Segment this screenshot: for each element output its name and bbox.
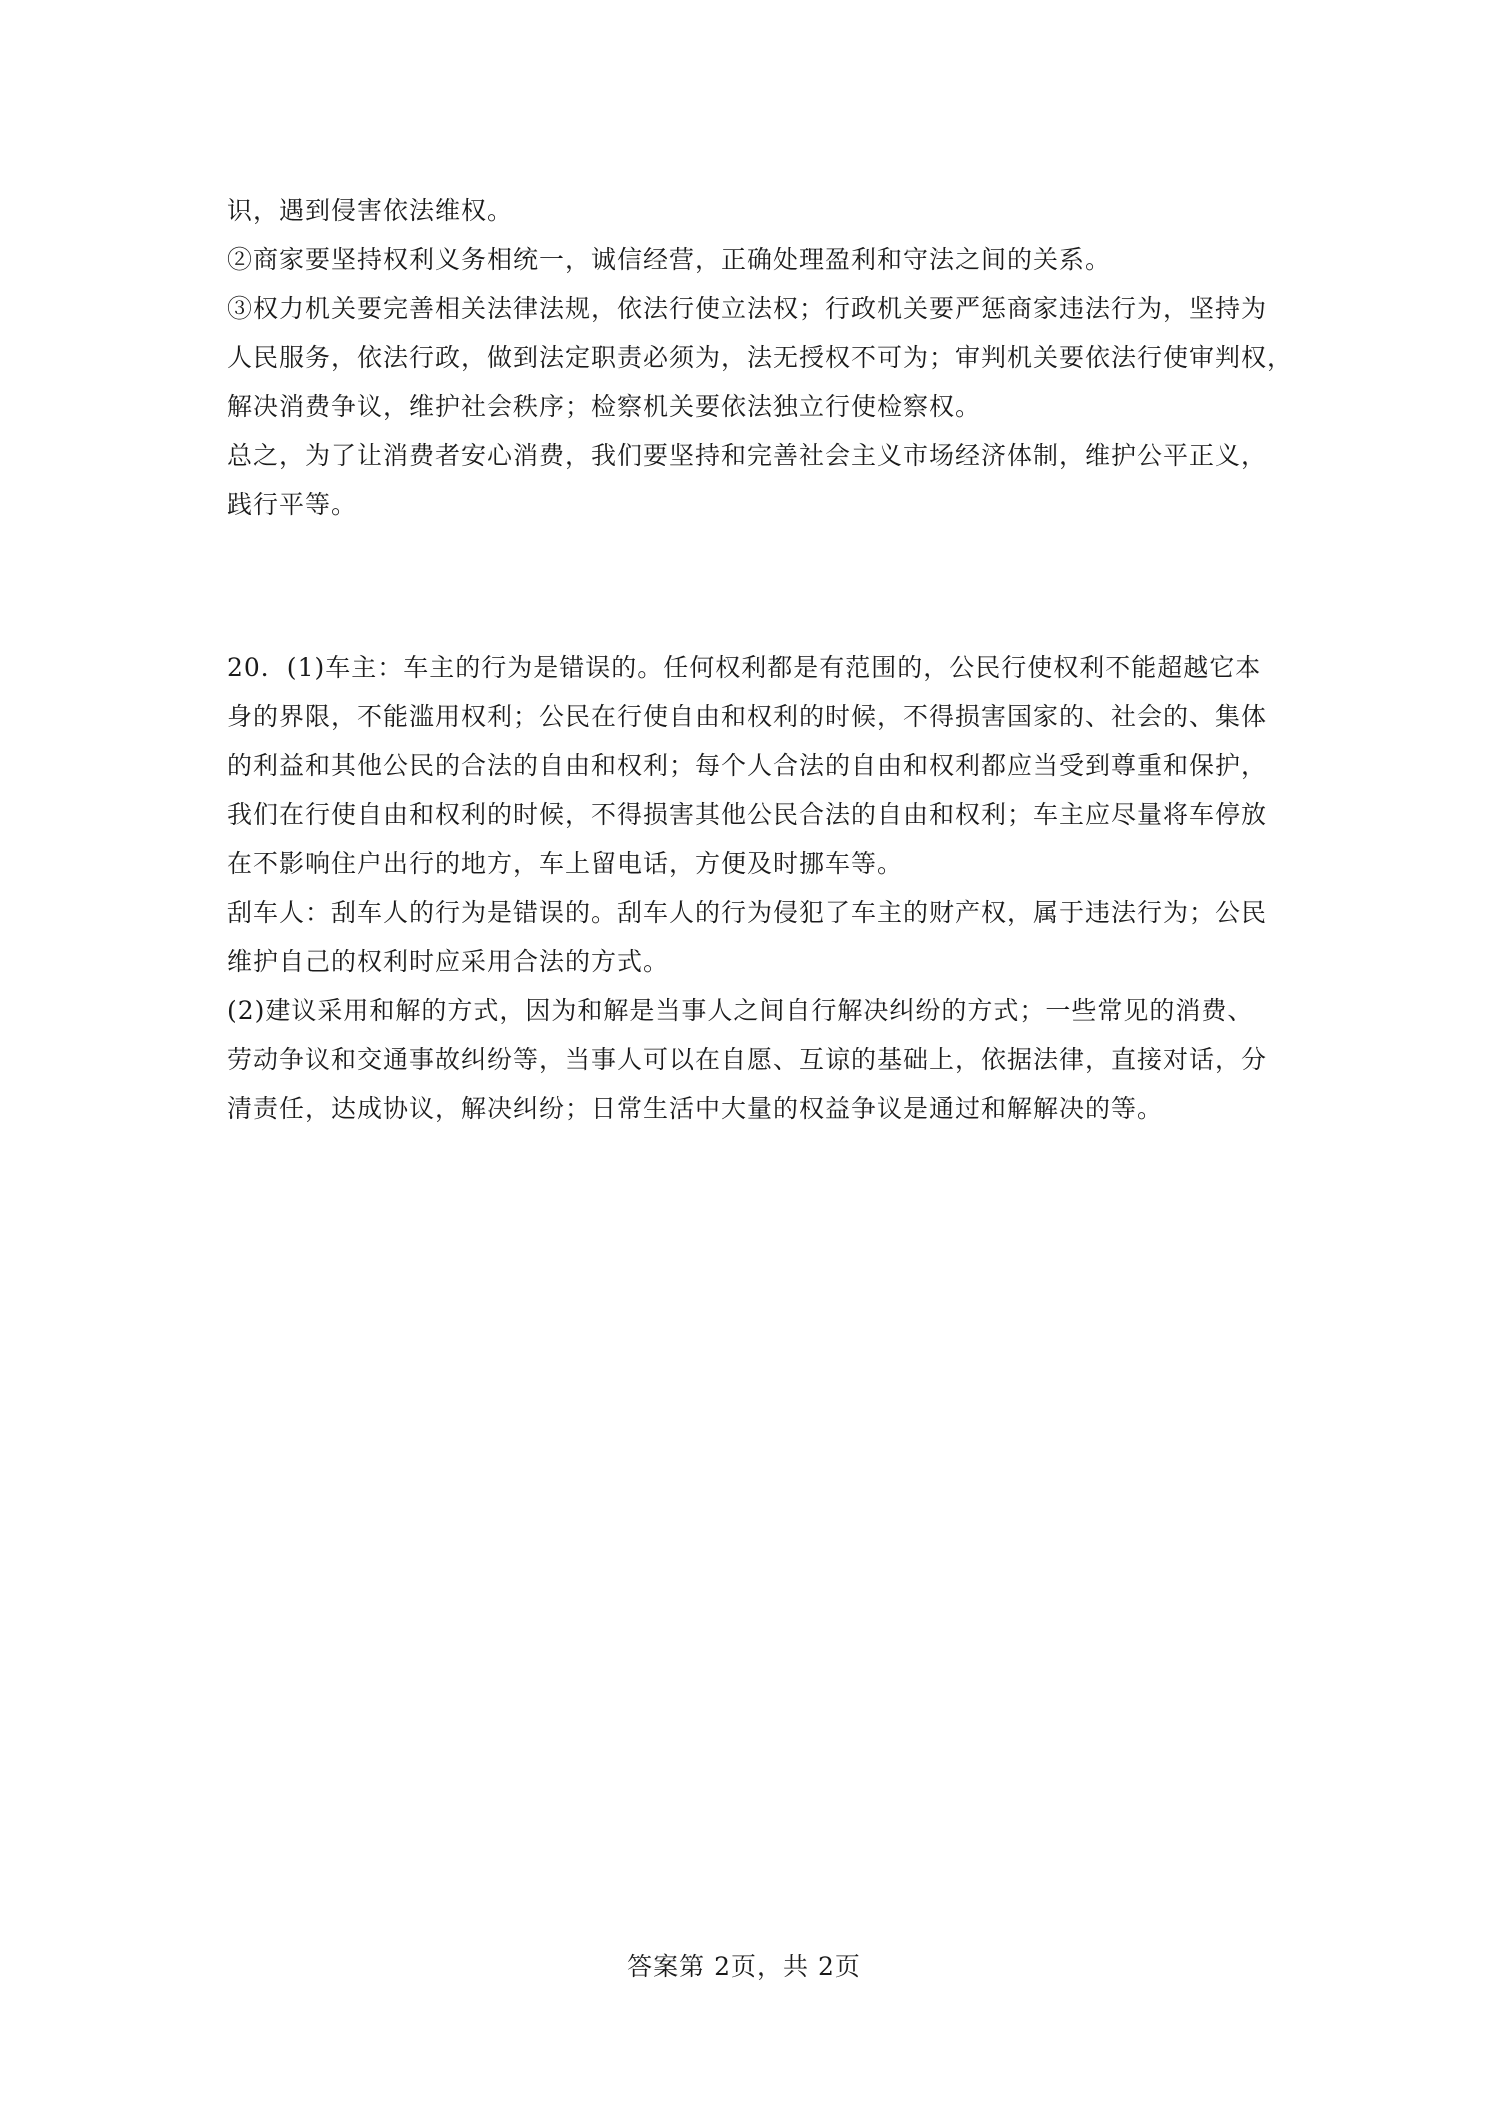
text-line: 践行平等。 — [227, 490, 358, 519]
text-line: 解决消费争议，维护社会秩序；检察机关要依法独立行使检察权。 — [227, 392, 982, 421]
text-line: 身的界限，不能滥用权利；公民在行使自由和权利的时候，不得损害国家的、社会的、集体 — [227, 702, 1268, 731]
text-line: 清责任，达成协议，解决纠纷；日常生活中大量的权益争议是通过和解解决的等。 — [227, 1094, 1164, 1123]
answer-20 — [227, 643, 1267, 1133]
text-line: 20．(1)车主：车主的行为是错误的。任何权利都是有范围的，公民行使权利不能超越它本 — [227, 653, 1262, 682]
text-line: 我们在行使自由和权利的时候，不得损害其他公民合法的自由和权利；车主应尽量将车停放 — [227, 800, 1268, 829]
text-line: ③权力机关要完善相关法律法规，依法行使立法权；行政机关要严惩商家违法行为，坚持为 — [227, 294, 1268, 323]
text-line: 在不影响住户出行的地方，车上留电话，方便及时挪车等。 — [227, 849, 904, 878]
text-line: 识，遇到侵害依法维权。 — [227, 196, 514, 225]
answer-19-continued — [227, 186, 1294, 529]
text-line: 劳动争议和交通事故纠纷等，当事人可以在自愿、互谅的基础上，依据法律，直接对话，分 — [227, 1045, 1268, 1074]
page-number-label: 答案第 2页，共 2页 — [627, 1952, 861, 1981]
page-footer — [0, 1947, 1488, 1987]
text-line: (2)建议采用和解的方式，因为和解是当事人之间自行解决纠纷的方式；一些常见的消费、 — [227, 996, 1254, 1025]
text-line: 的利益和其他公民的合法的自由和权利；每个人合法的自由和权利都应当受到尊重和保护， — [227, 751, 1268, 780]
text-line: 总之，为了让消费者安心消费，我们要坚持和完善社会主义市场经济体制，维护公平正义， — [227, 441, 1268, 470]
text-line: 维护自己的权利时应采用合法的方式。 — [227, 947, 670, 976]
text-line: ②商家要坚持权利义务相统一，诚信经营，正确处理盈利和守法之间的关系。 — [227, 245, 1112, 274]
text-line: 刮车人：刮车人的行为是错误的。刮车人的行为侵犯了车主的财产权，属于违法行为；公民 — [227, 898, 1268, 927]
text-line: 人民服务，依法行政，做到法定职责必须为，法无授权不可为；审判机关要依法行使审判权， — [227, 343, 1294, 372]
